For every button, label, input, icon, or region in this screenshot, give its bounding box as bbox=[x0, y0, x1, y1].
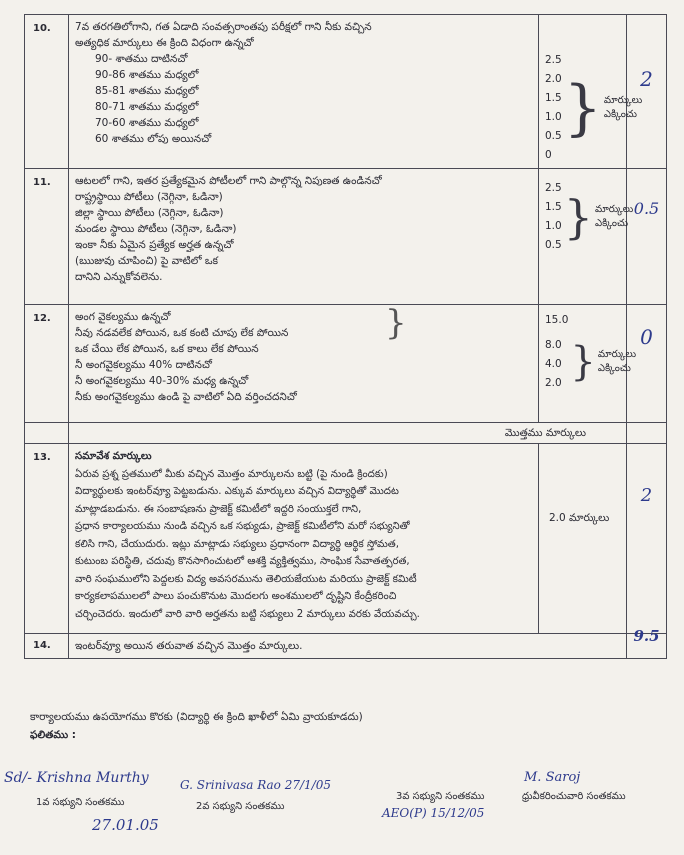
handwritten-score: 2 bbox=[640, 67, 653, 91]
text-line: మండల స్థాయి పోటీలు (నెగ్గినా, ఓడినా) bbox=[75, 223, 237, 235]
total-score-cell bbox=[627, 423, 667, 444]
points-cell bbox=[539, 15, 643, 169]
brace-icon: } bbox=[563, 190, 593, 244]
handwritten-score: 0 bbox=[640, 325, 653, 349]
signature-4-label: ధ్రువీకరించువారి సంతకము bbox=[522, 791, 626, 802]
points-value: 1.0 bbox=[545, 220, 562, 232]
text-line: చర్చించెదరు. ఇందులో వారి వారి అర్హతను బట్టి సభ్యులు 2 మార్కులు వరకు వేయవచ్చు. bbox=[75, 608, 420, 620]
blank-cell bbox=[25, 423, 69, 444]
points-value: 2.0 bbox=[545, 377, 562, 389]
row-description bbox=[69, 169, 539, 305]
points-value: 2.0 మార్కులు bbox=[549, 512, 610, 524]
row-number: 12. bbox=[25, 305, 69, 423]
points-value: 2.5 bbox=[545, 182, 562, 194]
text-line: ఆటలలో గాని, ఇతర ప్రత్యేకమైన పోటీలలో గాని పాల్గొన్న నిపుణత ఉండినచో bbox=[75, 175, 382, 187]
text-line: కలిసి గాని, చేయుదురు. ఇట్లు మాట్లాడు సభ్యులు ప్రధానంగా విద్యార్థి ఆర్థిక స్తోమత, bbox=[75, 538, 399, 550]
score-cell bbox=[627, 627, 667, 659]
row-12 bbox=[25, 305, 667, 423]
points-label: మార్కులు ఎక్కించు bbox=[597, 349, 637, 374]
handwritten-score: 2 bbox=[640, 485, 653, 506]
row-14 bbox=[25, 634, 667, 659]
result-label: ఫలితము : bbox=[30, 729, 76, 741]
row-number: 13. bbox=[25, 444, 69, 634]
row-description bbox=[69, 444, 539, 634]
points-value: 0.5 bbox=[545, 130, 562, 142]
text-line: 60 శాతము లోపు అయినచో bbox=[95, 133, 212, 145]
score-cell bbox=[627, 15, 667, 169]
score-cell bbox=[627, 444, 667, 634]
row-description: ఇంటర్‌వ్యూ అయిన తరువాత వచ్చిన మొత్తం మార్కులు. bbox=[69, 634, 627, 659]
text-line: అంగ వైకల్యము ఉన్నచో bbox=[75, 311, 171, 323]
text-line: కుటుంబ పరిస్థితి, చదువు కొనసాగించుటలో ఆశక్తి వ్యక్తిత్వము, సాంఘిక సేవాతత్పరత, bbox=[75, 556, 410, 567]
text-line: ఒక చేయి లేక పోయిన, ఒక కాలు లేక పోయిన bbox=[75, 343, 259, 355]
signature-1: Sd/- Krishna Murthy bbox=[4, 770, 149, 786]
row-number: 14. bbox=[25, 634, 69, 659]
text-line: (ఋజువు చూపించి) పై వాటిలో ఒక bbox=[75, 255, 219, 267]
points-value: 15.0 bbox=[545, 314, 569, 326]
text-line: మాట్లాడబడును. ఈ సంబాషణను ప్రాజెక్ట్ కమిటీలో ఇద్దరి సంయుక్తలే గాని, bbox=[75, 503, 362, 515]
points-label: మార్కులు ఎక్కించు bbox=[603, 95, 643, 120]
text-line: ప్రధాన కార్యాలయము నుండి వచ్చిన ఒక సభ్యుడు, ప్రాజెక్ట్ కమిటీలోని మరో సభ్యునితో bbox=[75, 521, 410, 532]
text-line: దానిని ఎన్నుకోవలెను. bbox=[75, 271, 163, 283]
section-heading: సమావేశ మార్కులు bbox=[75, 451, 152, 462]
text-line: విద్యార్థులకు ఇంటర్‌వ్యూ పెట్టబడును. ఎక్కువ మార్కులు వచ్చిన విద్యార్థితో మొదట bbox=[75, 486, 399, 497]
total-label: మొత్తము మార్కులు bbox=[69, 423, 627, 444]
total-row bbox=[25, 423, 667, 444]
brace-icon: } bbox=[570, 339, 596, 385]
text-line: జిల్లా స్థాయి పోటీలు (నెగ్గినా, ఓడినా) bbox=[75, 207, 224, 219]
points-value: 1.5 bbox=[545, 201, 562, 213]
text-line: రాష్ట్రస్థాయి పోటీలు (నెగ్గినా, ఓడినా) bbox=[75, 191, 223, 203]
score-cell bbox=[627, 169, 667, 305]
points-value: 0 bbox=[545, 149, 552, 161]
office-use-note: కార్యాలయము ఉపయోగము కొరకు (విద్యార్థి ఈ క్రింది ఖాళీలో ఏమి వ్రాయకూడదు) bbox=[30, 711, 363, 723]
handwritten-score: 9.5 bbox=[633, 627, 660, 645]
row-number: 11. bbox=[25, 169, 69, 305]
points-cell bbox=[539, 444, 627, 634]
handwritten-score: 0.5 bbox=[633, 199, 660, 218]
text-line: నీ అంగవైకల్యము 40% దాటినచో bbox=[75, 359, 212, 371]
text-line: నీకు అంగవైకల్యము ఉండి పై వాటిలో ఏది వర్తించదనిచో bbox=[75, 391, 297, 403]
text-line: వారి సంఘములోని పెద్దలకు విద్య అవసరమును తెలియజేయుట మరియు ప్రాజెక్ట్ కమిటీ bbox=[75, 573, 417, 585]
points-value: 2.5 bbox=[545, 54, 562, 66]
text-line: ఇంకా నీకు ఏమైన ప్రత్యేక అర్హత ఉన్నచో bbox=[75, 239, 234, 251]
text-line: 90- శాతము దాటినచో bbox=[95, 53, 188, 65]
text-line: 85-81 శాతము మధ్యలో bbox=[95, 85, 199, 97]
text-line: నీవు నడవలేక పోయిన, ఒక కంటి చూపు లేక పోయిన bbox=[75, 327, 289, 339]
office-use-section bbox=[30, 708, 363, 744]
signature-1-label: 1వ సభ్యుని సంతకము bbox=[36, 797, 125, 808]
text-line: 7వ తరగతిలోగాని, గత ఏడాది సంవత్సరాంతపు పరీక్షలో గాని నీకు వచ్చిన bbox=[75, 21, 372, 33]
text-line: ఏరువ ప్రశ్న ప్రతములో మీకు వచ్చిన మొత్తం మార్కులను బట్టి (పై నుండి క్రిందకు) bbox=[75, 468, 388, 480]
signature-3-label: 3వ సభ్యుని సంతకము bbox=[396, 791, 485, 802]
row-number: 10. bbox=[25, 15, 69, 169]
text-line: 70-60 శాతము మధ్యలో bbox=[95, 117, 199, 129]
points-value: 1.0 bbox=[545, 111, 562, 123]
brace-icon: } bbox=[385, 303, 407, 343]
points-value: 0.5 bbox=[545, 239, 562, 251]
text-line: నీ అంగవైకల్యము 40-30% మధ్య ఉన్నచో bbox=[75, 375, 249, 387]
text-line: 90-86 శాతము మధ్యలో bbox=[95, 69, 199, 81]
points-value: 2.0 bbox=[545, 73, 562, 85]
points-value: 8.0 bbox=[545, 339, 562, 351]
text-line: అత్యధిక మార్కులు ఈ క్రింది విధంగా ఉన్నచో bbox=[75, 37, 254, 49]
points-cell bbox=[539, 305, 637, 423]
signature-2: G. Srinivasa Rao 27/1/05 bbox=[180, 778, 331, 792]
signature-3: AEO(P) 15/12/05 bbox=[382, 806, 485, 820]
text-line: కార్యకలాపములలో పాలు పంచుకొనుట మొదలగు అంశములలో దృష్టిని కేంద్రీకరించి bbox=[75, 591, 397, 602]
points-value: 1.5 bbox=[545, 92, 562, 104]
row-10 bbox=[25, 15, 667, 169]
marks-table bbox=[24, 14, 667, 659]
signature-2-label: 2వ సభ్యుని సంతకము bbox=[196, 801, 285, 812]
signature-1-date: 27.01.05 bbox=[92, 816, 159, 834]
row-description bbox=[69, 15, 539, 169]
row-13 bbox=[25, 444, 667, 634]
text-line: 80-71 శాతము మధ్యలో bbox=[95, 101, 199, 113]
points-label: మార్కులు ఎక్కించు bbox=[594, 204, 634, 229]
brace-icon: } bbox=[563, 73, 602, 143]
row-11 bbox=[25, 169, 667, 305]
signatures-area bbox=[0, 766, 684, 846]
points-cell bbox=[539, 169, 634, 305]
score-cell bbox=[627, 305, 667, 423]
points-value: 4.0 bbox=[545, 358, 562, 370]
row-description bbox=[69, 305, 539, 423]
signature-4: M. Saroj bbox=[524, 770, 581, 785]
